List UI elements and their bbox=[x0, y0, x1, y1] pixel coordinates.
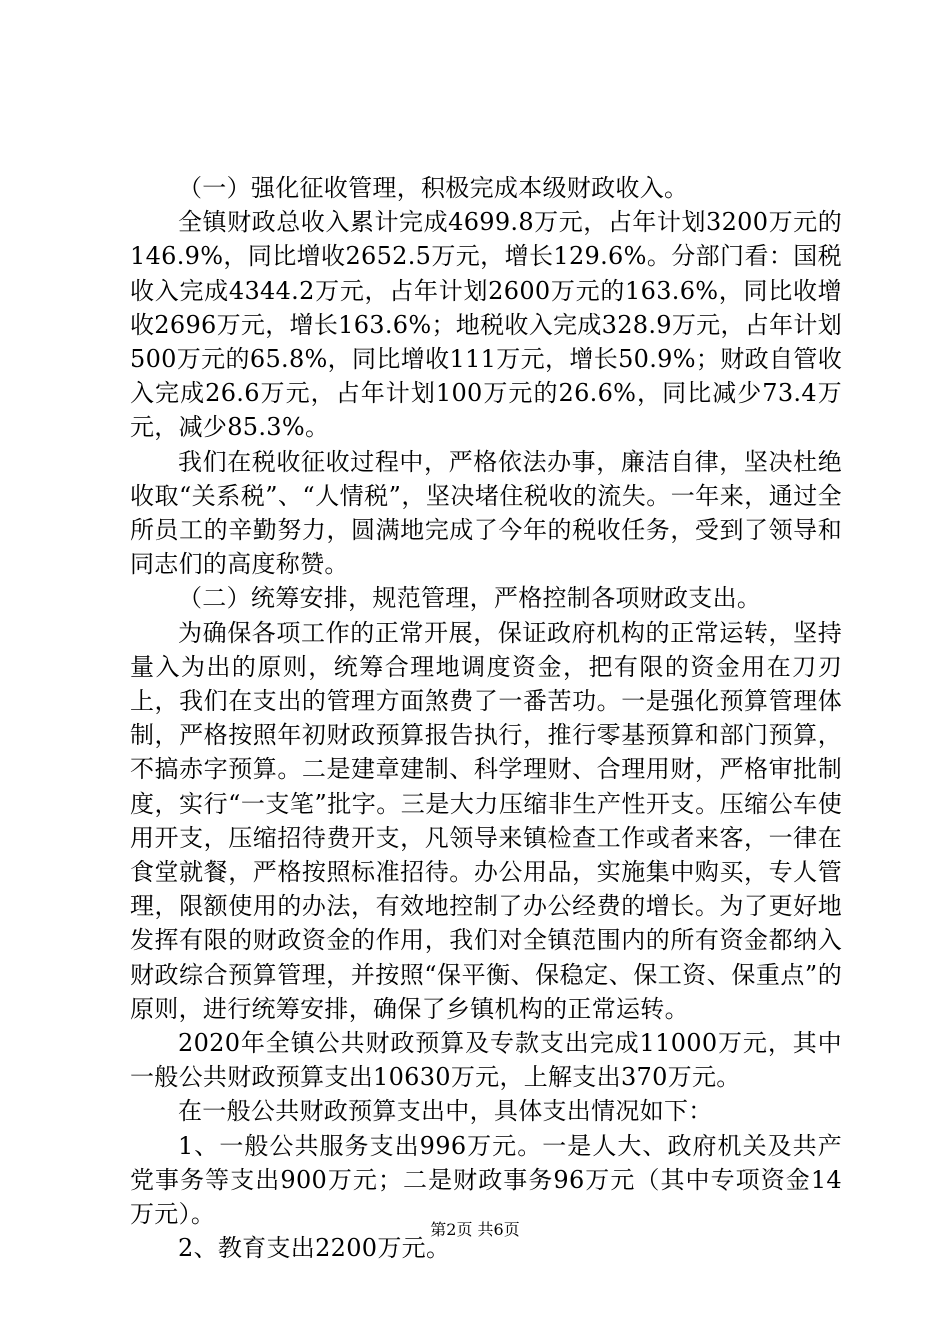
expenditure-item-1: 1、一般公共服务支出996万元。一是人大、政府机关及共产党事务等支出900万元；二是财政事务96万元（其中专项资金14万元）。 bbox=[130, 1131, 842, 1229]
page-footer: 第2页 共6页 bbox=[430, 1220, 520, 1239]
section-heading-1: （一）强化征收管理，积极完成本级财政收入。 bbox=[178, 174, 689, 202]
tax-collection-paragraph: 我们在税收征收过程中，严格依法办事，廉洁自律，坚决杜绝收取“关系税”、“人情税”，坚决堵住税收的流失。一年来，通过全所员工的辛勤努力，圆满地完成了今年的税收任务，受到了领导和同志们的高度称赞。 bbox=[130, 447, 842, 579]
revenue-paragraph: 全镇财政总收入累计完成4699.8万元，占年计划3200万元的146.9%，同比增收2652.5万元，增长129.6%。分部门看：国税收入完成4344.2万元，占年计划2600万元的163.6%，同比收增收2696万元，增长163.6%；地税收入完成328.9万元，占年计划500万元的65.8%，同比增收111万元，增长50.9%；财政自管收入完成26.6万元，占年计划100万元的26.6%，同比减少73.4万元，减少85.3%。 bbox=[130, 208, 842, 442]
expenditure-management-paragraph: 为确保各项工作的正常开展，保证政府机构的正常运转，坚持量入为出的原则，统筹合理地调度资金，把有限的资金用在刀刃上，我们在支出的管理方面煞费了一番苦功。一是强化预算管理体制，严格按照年初财政预算报告执行，推行零基预算和部门预算，不搞赤字预算。二是建章建制、科学理财、合理用财，严格审批制度，实行“一支笔”批字。三是大力压缩非生产性开支。压缩公车使用开支，压缩招待费开支，凡领导来镇检查工作或者来客，一律在食堂就餐，严格按照标准招待。办公用品，实施集中购买，专人管理，限额使用的办法，有效地控制了办公经费的增长。为了更好地发挥有限的财政资金的作用，我们对全镇范围内的所有资金都纳入财政综合预算管理，并按照“保平衡、保稳定、保工资、保重点”的原则，进行统筹安排，确保了乡镇机构的正常运转。 bbox=[130, 618, 842, 1023]
document-body bbox=[130, 171, 842, 1266]
expenditure-intro-paragraph: 在一般公共财政预算支出中，具体支出情况如下： bbox=[178, 1097, 713, 1126]
expenditure-item-2: 2、教育支出2200万元。 bbox=[178, 1234, 451, 1263]
section-heading-2: （二）统筹安排，规范管理，严格控制各项财政支出。 bbox=[178, 584, 762, 613]
expenditure-total-paragraph: 2020年全镇公共财政预算及专款支出完成11000万元，其中一般公共财政预算支出10630万元，上解支出370万元。 bbox=[130, 1029, 842, 1092]
